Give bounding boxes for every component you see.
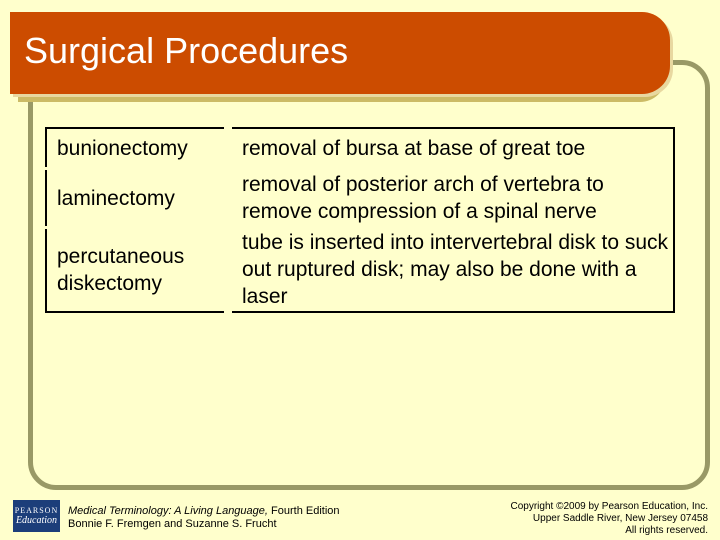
table-row xyxy=(46,228,674,313)
book-title: Medical Terminology: A Living Language, xyxy=(68,505,268,517)
logo-text-bottom: Education xyxy=(15,515,58,526)
definition-cell: tube is inserted into intervertebral disk to suck out ruptured disk; may also be done with a laser xyxy=(242,230,669,308)
procedures-table xyxy=(45,127,675,313)
book-authors: Bonnie F. Fremgen and Suzanne S. Frucht xyxy=(68,518,277,530)
rights-line: All rights reserved. xyxy=(625,525,708,536)
table-row xyxy=(46,128,674,169)
definition-cell: removal of posterior arch of vertebra to remove compression of a spinal nerve xyxy=(242,173,604,223)
logo-text-top: PEARSON xyxy=(14,506,59,515)
term-cell: laminectomy xyxy=(46,169,228,228)
pearson-logo xyxy=(13,500,60,532)
table-row xyxy=(46,169,674,228)
book-edition: Fourth Edition xyxy=(267,505,340,517)
copyright-notice xyxy=(478,501,708,537)
copyright-line: Copyright ©2009 by Pearson Education, Inc. xyxy=(510,501,708,512)
term-cell: percutaneous diskectomy xyxy=(46,228,228,313)
book-citation xyxy=(68,505,340,531)
definition-cell: removal of bursa at base of great toe xyxy=(242,137,586,161)
term-cell: bunionectomy xyxy=(46,128,228,169)
slide-title: Surgical Procedures xyxy=(24,30,349,71)
address-line: Upper Saddle River, New Jersey 07458 xyxy=(532,513,708,524)
